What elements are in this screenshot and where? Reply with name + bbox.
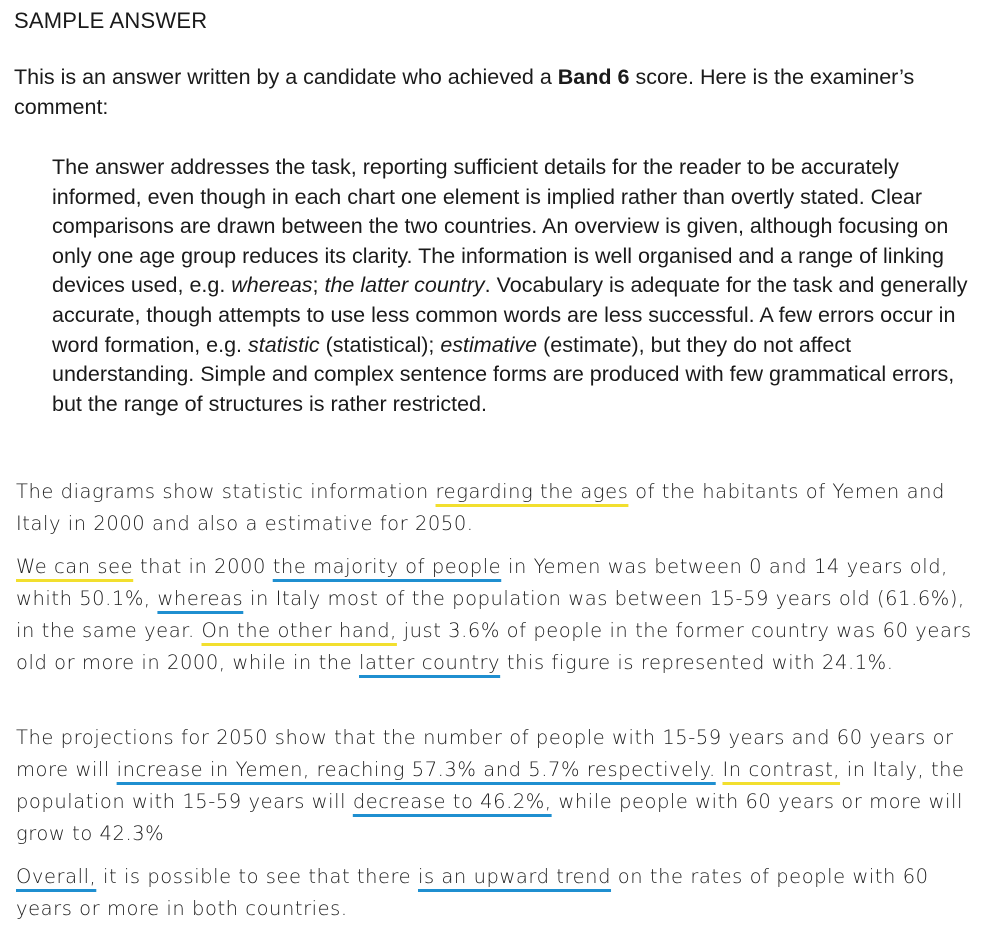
- essay-text: The projections for 2050 show that the number of people with 15-59 years and 60 years or more will: [16, 726, 954, 781]
- page-heading: SAMPLE ANSWER: [14, 8, 208, 33]
- highlight-blue: decrease to 46.2%,: [352, 790, 552, 813]
- band-score: Band 6: [557, 65, 630, 89]
- essay-paragraph-1: [16, 476, 984, 540]
- comment-text: The answer addresses the task, reporting sufficient details for the reader to be accurately informed, even though in each chart one element is implied rather than overtly stated. Clear comparisons are drawn between the two countries. An overview is given, although focusing on only one age group reduces its clarity. The information is well organised and a range of linking devices used, e.g.: [52, 155, 949, 298]
- essay-text: this figure is represented with 24.1%.: [500, 651, 894, 674]
- comment-italic: the latter country: [324, 273, 485, 298]
- highlight-yellow: In contrast,: [722, 758, 841, 781]
- essay-text: in Yemen was between 0 and 14 years old, whith 50.1%,: [16, 555, 948, 610]
- essay-text: just 3.6% of people in the former country was 60 years old or more in 2000, while in the: [16, 619, 972, 674]
- comment-italic: estimative: [440, 332, 538, 357]
- examiner-comment: [52, 153, 982, 419]
- essay-text: on the rates of people with 60 years or more in both countries.: [16, 865, 929, 920]
- highlight-blue: latter country: [359, 651, 501, 674]
- highlight-blue: is an upward trend: [417, 865, 612, 888]
- comment-text: ;: [312, 273, 325, 298]
- highlight-yellow: regarding the ages: [435, 480, 629, 503]
- essay-text: The diagrams show statistic information: [16, 480, 436, 503]
- comment-italic: statistic: [247, 332, 320, 357]
- intro-before: This is an answer written by a candidate who achieved a: [14, 65, 558, 89]
- intro-text: [14, 62, 974, 122]
- essay-paragraph-2: [16, 551, 984, 679]
- highlight-yellow: On the other hand,: [201, 619, 397, 642]
- essay-text: while people with 60 years or more will grow to 42.3%: [16, 790, 963, 845]
- comment-text: . Vocabulary is adequate for the task and generally accurate, though attempts to use less common words are less successful. A few errors occur in word formation, e.g.: [52, 273, 968, 357]
- comment-text: (statistical);: [319, 332, 441, 357]
- essay-text: that in 2000: [133, 555, 273, 578]
- highlight-blue: the majority of people: [272, 555, 502, 578]
- highlight-blue: Overall,: [16, 865, 97, 888]
- essay-paragraph-4: [16, 861, 984, 925]
- essay-paragraph-3: [16, 722, 984, 850]
- highlight-yellow: We can see: [16, 555, 134, 578]
- essay-text: in Italy, the population with 15-59 years will: [16, 758, 965, 813]
- comment-text: (estimate), but they do not affect understanding. Simple and complex sentence forms are produced with few grammatical errors, but the range of structures is rather restricted.: [52, 332, 955, 416]
- essay-text: in Italy most of the population was between 15-59 years old (61.6%), in the same year.: [16, 587, 965, 642]
- highlight-blue: whereas: [157, 587, 244, 610]
- comment-italic: whereas: [231, 273, 313, 298]
- highlight-blue: increase in Yemen, reaching 57.3% and 5.7% respectively.: [116, 758, 716, 781]
- intro-after: score. Here is the examiner’s comment:: [14, 65, 915, 119]
- essay-text: of the habitants of Yemen and Italy in 2000 and also a estimative for 2050.: [16, 480, 945, 535]
- essay-text: it is possible to see that there: [96, 865, 418, 888]
